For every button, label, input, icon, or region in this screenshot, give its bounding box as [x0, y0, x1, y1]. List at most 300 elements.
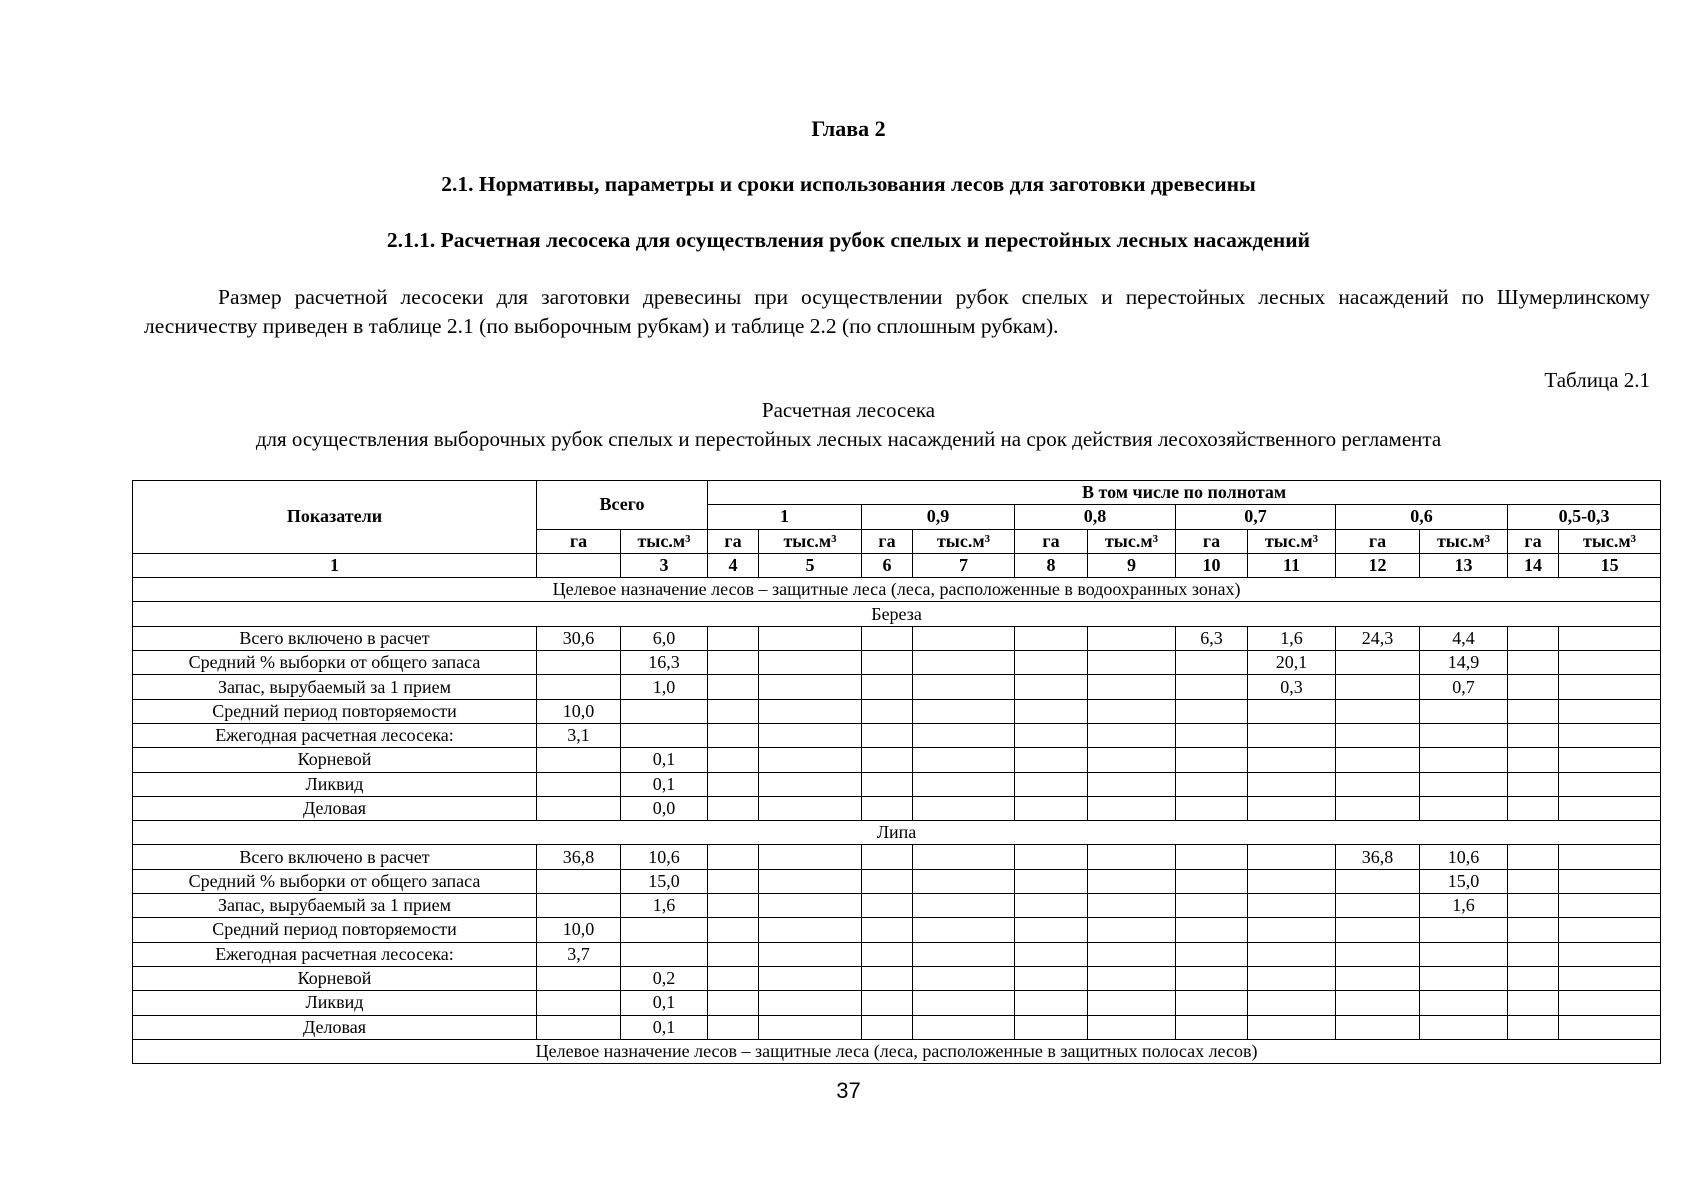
table-cell: 0,2	[621, 966, 708, 990]
table-cell	[1015, 675, 1088, 699]
col-number: 1	[133, 553, 537, 577]
table-row	[133, 723, 1661, 747]
table-cell: 16,3	[621, 651, 708, 675]
unit-ha: га	[537, 529, 621, 553]
table-cell	[537, 1015, 621, 1039]
table-row	[133, 942, 1661, 966]
species-name: Береза	[133, 602, 1661, 626]
table-cell	[1508, 918, 1559, 942]
row-label: Корневой	[133, 748, 537, 772]
table-cell	[1015, 699, 1088, 723]
table-cell	[759, 675, 862, 699]
table-cell: 0,7	[1420, 675, 1508, 699]
table-cell	[1559, 796, 1661, 820]
unit-ha: га	[708, 529, 759, 553]
section-row	[133, 1039, 1661, 1063]
table-cell	[759, 723, 862, 747]
chapter-title: Глава 2	[811, 116, 886, 141]
col-number: 10	[1176, 553, 1248, 577]
table-cell	[1559, 723, 1661, 747]
table-cell	[1559, 869, 1661, 893]
species-row	[133, 602, 1661, 626]
table-cell	[1336, 869, 1420, 893]
table-cell	[1508, 869, 1559, 893]
row-label: Средний период повторяемости	[133, 699, 537, 723]
species-name: Липа	[133, 821, 1661, 845]
table-row	[133, 748, 1661, 772]
table-cell	[1015, 796, 1088, 820]
table-cell	[913, 918, 1015, 942]
col-number: 11	[1248, 553, 1336, 577]
table-cell	[1336, 699, 1420, 723]
row-label: Ликвид	[133, 991, 537, 1015]
table-cell	[1176, 845, 1248, 869]
table-cell	[1088, 796, 1176, 820]
table-cell	[1176, 966, 1248, 990]
header-density: 0,8	[1015, 505, 1176, 529]
table-cell	[1088, 991, 1176, 1015]
table-cell	[1336, 991, 1420, 1015]
table-row	[133, 651, 1661, 675]
row-label: Ликвид	[133, 772, 537, 796]
unit-thous-m3: тыс.м³	[1088, 529, 1176, 553]
unit-ha: га	[1508, 529, 1559, 553]
table-body	[133, 578, 1661, 1064]
table-cell	[1336, 796, 1420, 820]
table-cell	[913, 675, 1015, 699]
table-cell: 0,1	[621, 772, 708, 796]
table-cell	[708, 942, 759, 966]
table-cell	[708, 626, 759, 650]
table-cell	[1088, 942, 1176, 966]
table-cell	[913, 651, 1015, 675]
col-number: 5	[759, 553, 862, 577]
table-cell	[862, 675, 913, 699]
section-title: Целевое назначение лесов – защитные леса (леса, расположенные в водоохранных зонах)	[133, 578, 1661, 602]
species-row	[133, 821, 1661, 845]
table-cell: 0,1	[621, 991, 708, 1015]
table-cell	[759, 942, 862, 966]
row-label: Ежегодная расчетная лесосека:	[133, 723, 537, 747]
table-cell	[708, 966, 759, 990]
table-cell	[1176, 796, 1248, 820]
table-cell	[537, 869, 621, 893]
intro-paragraph: Размер расчетной лесосеки для заготовки древесины при осуществлении рубок спелых и перестойных лесных насаждений по Шумерлинскому лесничеству приведен в таблице 2.1 (по выборочным рубкам) и таблице 2.2 (по сплошным рубкам).	[144, 285, 1650, 338]
table-cell: 4,4	[1420, 626, 1508, 650]
row-label: Средний % выборки от общего запаса	[133, 651, 537, 675]
table-cell	[1420, 723, 1508, 747]
table-cell	[708, 699, 759, 723]
table-cell	[1420, 748, 1508, 772]
table-cell	[913, 869, 1015, 893]
table-cell	[1559, 699, 1661, 723]
table-cell	[1508, 991, 1559, 1015]
table-cell	[1248, 966, 1336, 990]
table-title	[0, 396, 1697, 454]
table-row	[133, 966, 1661, 990]
table-cell	[537, 651, 621, 675]
table-row	[133, 869, 1661, 893]
unit-thous-m3: тыс.м³	[1248, 529, 1336, 553]
table-label: Таблица 2.1	[1544, 368, 1650, 392]
unit-thous-m3: тыс.м³	[1420, 529, 1508, 553]
table-cell: 24,3	[1336, 626, 1420, 650]
table-cell	[708, 675, 759, 699]
table-cell	[1336, 675, 1420, 699]
table-cell	[1015, 845, 1088, 869]
table-cell	[1088, 894, 1176, 918]
table-cell	[862, 918, 913, 942]
table-cell	[1559, 942, 1661, 966]
table-cell	[1088, 1015, 1176, 1039]
table-cell	[708, 991, 759, 1015]
table-cell	[1248, 942, 1336, 966]
table-cell: 0,3	[1248, 675, 1336, 699]
table-cell	[759, 966, 862, 990]
col-number: 9	[1088, 553, 1176, 577]
table-row	[133, 626, 1661, 650]
table-cell	[913, 1015, 1015, 1039]
table-cell	[537, 991, 621, 1015]
table-row	[133, 675, 1661, 699]
header-density: 0,9	[862, 505, 1015, 529]
table-cell	[1015, 869, 1088, 893]
header-density: 0,7	[1176, 505, 1336, 529]
table-cell	[913, 845, 1015, 869]
table-cell	[1420, 796, 1508, 820]
table-cell	[1559, 675, 1661, 699]
section-row	[133, 578, 1661, 602]
table-cell	[862, 894, 913, 918]
table-cell	[1176, 942, 1248, 966]
row-label: Ежегодная расчетная лесосека:	[133, 942, 537, 966]
table-row	[133, 796, 1661, 820]
table-cell	[708, 918, 759, 942]
table-cell	[621, 942, 708, 966]
table-cell	[1508, 845, 1559, 869]
table-cell	[913, 699, 1015, 723]
col-number	[537, 553, 621, 577]
table-cell	[913, 966, 1015, 990]
table-cell	[1248, 918, 1336, 942]
table-cell: 15,0	[1420, 869, 1508, 893]
table-cell	[1336, 894, 1420, 918]
col-number: 7	[913, 553, 1015, 577]
table-cell	[913, 748, 1015, 772]
table-cell	[537, 796, 621, 820]
table-cell	[1420, 991, 1508, 1015]
table-cell	[1015, 723, 1088, 747]
table-cell	[1559, 748, 1661, 772]
table-cell	[1559, 966, 1661, 990]
table-cell	[1508, 626, 1559, 650]
table-cell	[759, 894, 862, 918]
table-cell	[537, 966, 621, 990]
table-cell	[1088, 772, 1176, 796]
table-cell	[1508, 723, 1559, 747]
table-cell: 10,6	[621, 845, 708, 869]
table-cell	[1508, 966, 1559, 990]
table-cell	[1508, 651, 1559, 675]
row-label: Всего включено в расчет	[133, 626, 537, 650]
table-cell	[1176, 772, 1248, 796]
table-cell	[708, 894, 759, 918]
table-cell	[1559, 894, 1661, 918]
header-total: Всего	[537, 481, 708, 530]
table-cell	[1559, 1015, 1661, 1039]
table-cell	[1248, 748, 1336, 772]
row-label: Средний период повторяемости	[133, 918, 537, 942]
table-cell	[1336, 942, 1420, 966]
col-number: 14	[1508, 553, 1559, 577]
row-label: Корневой	[133, 966, 537, 990]
table-cell	[1015, 894, 1088, 918]
table-cell	[1248, 894, 1336, 918]
table-cell: 3,1	[537, 723, 621, 747]
table-cell	[759, 918, 862, 942]
table-cell	[1420, 772, 1508, 796]
table-cell	[537, 894, 621, 918]
row-label: Деловая	[133, 796, 537, 820]
table-cell	[1088, 845, 1176, 869]
header-row-1	[133, 481, 1661, 505]
table-cell	[1088, 748, 1176, 772]
table-cell	[1508, 1015, 1559, 1039]
table-cell	[1248, 869, 1336, 893]
col-number: 6	[862, 553, 913, 577]
table-row	[133, 1015, 1661, 1039]
col-number: 13	[1420, 553, 1508, 577]
table-cell: 36,8	[1336, 845, 1420, 869]
table-cell	[862, 845, 913, 869]
table-cell	[862, 723, 913, 747]
table-cell: 10,0	[537, 918, 621, 942]
table-cell	[1015, 626, 1088, 650]
table-cell	[1176, 991, 1248, 1015]
table-cell	[708, 796, 759, 820]
table-cell	[1336, 966, 1420, 990]
table-cell	[621, 918, 708, 942]
col-number: 4	[708, 553, 759, 577]
table-cell: 15,0	[621, 869, 708, 893]
table-cell	[1176, 699, 1248, 723]
col-number: 12	[1336, 553, 1420, 577]
table-cell	[1559, 991, 1661, 1015]
table-cell	[1088, 626, 1176, 650]
table-cell: 6,0	[621, 626, 708, 650]
table-cell	[1176, 894, 1248, 918]
table-cell	[1015, 942, 1088, 966]
header-indicators: Показатели	[133, 481, 537, 554]
table-cell	[1015, 748, 1088, 772]
table-cell	[1176, 869, 1248, 893]
unit-thous-m3: тыс.м³	[621, 529, 708, 553]
table-cell	[913, 723, 1015, 747]
table-cell	[708, 748, 759, 772]
table-cell	[759, 991, 862, 1015]
table-cell	[1088, 651, 1176, 675]
col-number: 3	[621, 553, 708, 577]
table-cell	[708, 845, 759, 869]
table-cell	[1088, 675, 1176, 699]
table-cell	[913, 942, 1015, 966]
table-cell	[1336, 918, 1420, 942]
table-cell	[759, 845, 862, 869]
table-title-line-1: Расчетная лесосека	[761, 398, 936, 422]
table-cell	[913, 796, 1015, 820]
table-cell	[1015, 918, 1088, 942]
table-cell	[862, 966, 913, 990]
table-cell	[913, 894, 1015, 918]
table-cell	[1248, 991, 1336, 1015]
table-cell	[862, 869, 913, 893]
table-cell: 1,6	[1248, 626, 1336, 650]
table-cell	[1420, 1015, 1508, 1039]
table-cell	[759, 651, 862, 675]
section-title: Целевое назначение лесов – защитные леса (леса, расположенные в защитных полосах лесов)	[133, 1039, 1661, 1063]
table-cell	[537, 675, 621, 699]
table-cell	[1508, 699, 1559, 723]
table-cell	[537, 748, 621, 772]
table-cell	[862, 942, 913, 966]
header-density: 1	[708, 505, 862, 529]
table-cell	[1088, 699, 1176, 723]
unit-ha: га	[1176, 529, 1248, 553]
unit-thous-m3: тыс.м³	[759, 529, 862, 553]
unit-thous-m3: тыс.м³	[913, 529, 1015, 553]
table-cell	[1508, 796, 1559, 820]
table-cell	[759, 796, 862, 820]
table-cell	[708, 869, 759, 893]
table-row	[133, 845, 1661, 869]
table-cell	[759, 772, 862, 796]
table-cell: 10,6	[1420, 845, 1508, 869]
subsection-heading: 2.1.1. Расчетная лесосека для осуществления рубок спелых и перестойных лесных насаждений	[386, 228, 1311, 252]
table-cell: 1,0	[621, 675, 708, 699]
table-cell	[1176, 651, 1248, 675]
table-cell: 36,8	[537, 845, 621, 869]
table-cell	[1336, 651, 1420, 675]
table-cell	[1559, 651, 1661, 675]
table-cell	[1248, 772, 1336, 796]
table-cell	[759, 626, 862, 650]
row-label: Деловая	[133, 1015, 537, 1039]
header-by-density: В том числе по полнотам	[708, 481, 1661, 505]
table-cell	[1015, 966, 1088, 990]
table-cell	[621, 699, 708, 723]
header-row-numbers	[133, 553, 1661, 577]
table-cell: 0,0	[621, 796, 708, 820]
table-cell	[1248, 699, 1336, 723]
table-cell	[1015, 1015, 1088, 1039]
table-cell	[1559, 918, 1661, 942]
table-cell	[1336, 723, 1420, 747]
table-row	[133, 991, 1661, 1015]
page-number: 37	[836, 1078, 861, 1103]
table-cell	[1420, 699, 1508, 723]
table-cell: 30,6	[537, 626, 621, 650]
unit-ha: га	[862, 529, 913, 553]
section-heading: 2.1. Нормативы, параметры и сроки использования лесов для заготовки древесины	[441, 172, 1256, 196]
table-row	[133, 772, 1661, 796]
table-cell	[1176, 675, 1248, 699]
table-cell	[1508, 942, 1559, 966]
table-cell: 10,0	[537, 699, 621, 723]
table-cell	[1176, 918, 1248, 942]
unit-thous-m3: тыс.м³	[1559, 529, 1661, 553]
col-number: 8	[1015, 553, 1088, 577]
row-label: Всего включено в расчет	[133, 845, 537, 869]
table-cell: 3,7	[537, 942, 621, 966]
table-cell	[1336, 1015, 1420, 1039]
table-cell	[1248, 796, 1336, 820]
table-cell	[1176, 748, 1248, 772]
row-label: Средний % выборки от общего запаса	[133, 869, 537, 893]
table-cell	[537, 772, 621, 796]
table-cell	[1176, 1015, 1248, 1039]
table-cell: 20,1	[1248, 651, 1336, 675]
table-cell	[1559, 845, 1661, 869]
table-cell	[862, 651, 913, 675]
table-cell	[862, 796, 913, 820]
table-cell	[1088, 723, 1176, 747]
cutting-area-table	[132, 480, 1661, 1064]
table-cell	[708, 651, 759, 675]
table-cell	[1015, 772, 1088, 796]
table-cell	[708, 1015, 759, 1039]
table-cell	[1088, 918, 1176, 942]
table-cell: 1,6	[1420, 894, 1508, 918]
table-cell	[913, 991, 1015, 1015]
table-row	[133, 894, 1661, 918]
table-cell	[1015, 651, 1088, 675]
table-cell	[1559, 626, 1661, 650]
table-cell	[1088, 869, 1176, 893]
table-cell	[759, 748, 862, 772]
table-cell	[1420, 942, 1508, 966]
col-number: 15	[1559, 553, 1661, 577]
table-cell	[1015, 991, 1088, 1015]
table-cell	[1176, 723, 1248, 747]
header-density: 0,5-0,3	[1508, 505, 1661, 529]
unit-ha: га	[1336, 529, 1420, 553]
table-title-line-2: для осуществления выборочных рубок спелых и перестойных лесных насаждений на срок действия лесохозяйственного регламента	[255, 427, 1442, 451]
table-cell	[1420, 918, 1508, 942]
table-cell	[621, 723, 708, 747]
table-cell	[1508, 675, 1559, 699]
table-cell	[1559, 772, 1661, 796]
table-cell	[913, 772, 1015, 796]
table-cell	[862, 991, 913, 1015]
table-cell	[862, 772, 913, 796]
table-row	[133, 918, 1661, 942]
table-cell	[1508, 748, 1559, 772]
table-cell	[862, 626, 913, 650]
table-cell	[759, 699, 862, 723]
table-cell: 1,6	[621, 894, 708, 918]
table-cell	[708, 723, 759, 747]
table-cell	[913, 626, 1015, 650]
table-cell	[708, 772, 759, 796]
table-cell	[1336, 772, 1420, 796]
table-cell	[759, 1015, 862, 1039]
table-cell: 0,1	[621, 1015, 708, 1039]
row-label: Запас, вырубаемый за 1 прием	[133, 675, 537, 699]
table-cell: 14,9	[1420, 651, 1508, 675]
header-density: 0,6	[1336, 505, 1508, 529]
table-cell	[862, 699, 913, 723]
table-cell	[1508, 894, 1559, 918]
